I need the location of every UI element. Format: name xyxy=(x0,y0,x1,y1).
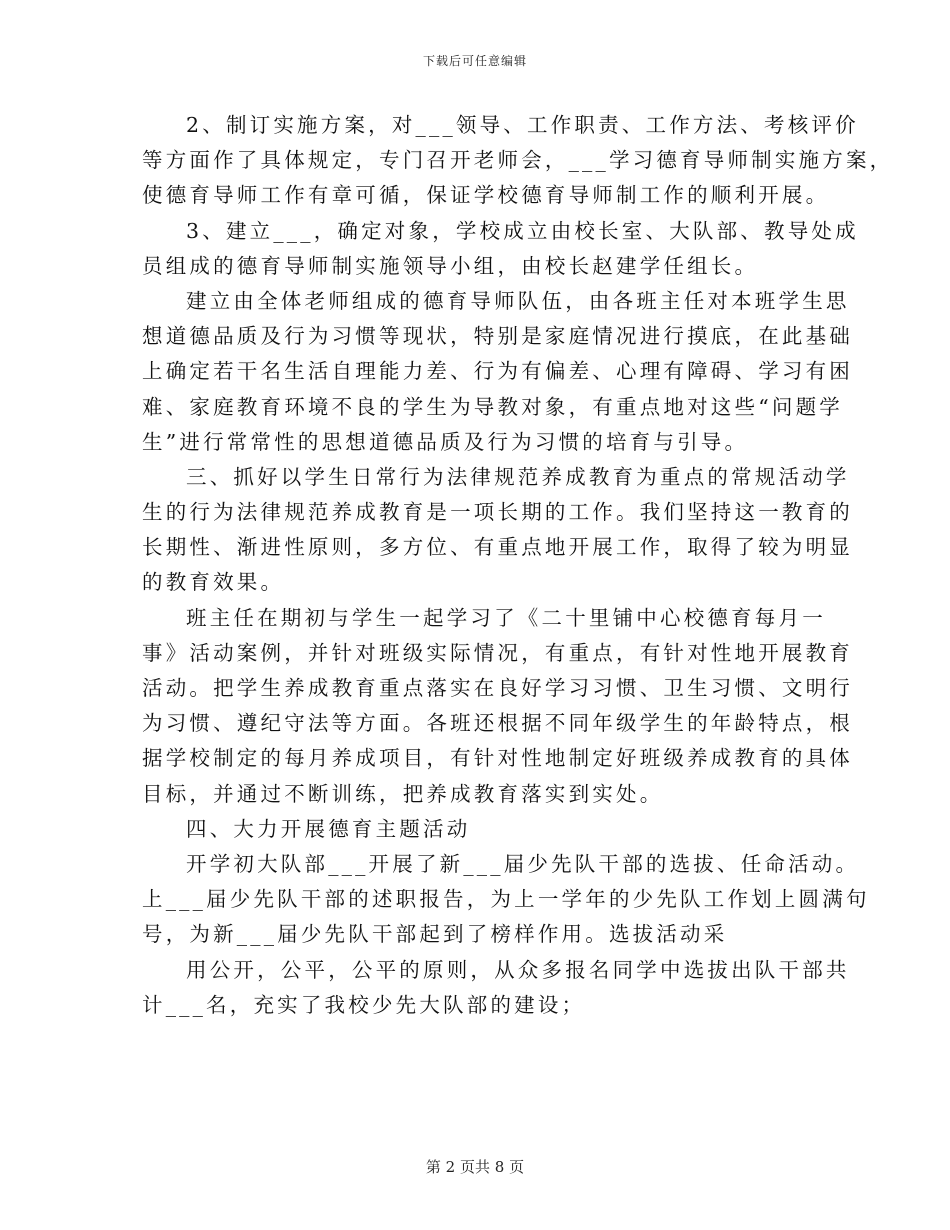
text-line: 班主任在期初与学生一起学习了《二十里铺中心校德育每月一 xyxy=(186,605,826,630)
text-line: 用公开，公平，公平的原则，从众多报名同学中选拔出队干部共 xyxy=(186,957,850,982)
text-line: 目标，并通过不断训练，把养成教育落实到实处。 xyxy=(142,781,664,806)
text-line: 2、制订实施方案，对___领导、工作职责、工作方法、考核评价 xyxy=(186,113,859,137)
text-line: 上确定若干名生活自理能力差、行为有偏差、心理有障碍、学习有困 xyxy=(142,359,853,384)
text-line: 计___名，充实了我校少先大队部的建设； xyxy=(142,992,586,1017)
text-line: 号，为新___届少先队干部起到了榜样作用。选拔活动采 xyxy=(142,922,728,947)
text-line: 据学校制定的每月养成项目，有针对性地制定好班级养成教育的具体 xyxy=(142,746,853,771)
text-line: 为习惯、遵纪守法等方面。各班还根据不同年级学生的年龄特点，根 xyxy=(142,711,853,736)
page-header: 下载后可任意编辑 xyxy=(422,54,527,68)
page-footer: 第 2 页共 8 页 xyxy=(425,1158,525,1176)
text-line: 3、建立___，确定对象，学校成立由校长室、大队部、教导处成 xyxy=(186,218,859,243)
text-line: 的教育效果。 xyxy=(142,570,285,595)
text-line: 事》活动案例，并针对班级实际情况，有重点，有针对性地开展教育 xyxy=(142,640,853,665)
text-line: 开学初大队部___开展了新___届少先队干部的选拔、任命活动。 xyxy=(186,851,860,876)
text-line: 生”进行常常性的思想道德品质及行为习惯的培育与引导。 xyxy=(142,429,749,454)
text-line: 活动。把学生养成教育重点落实在良好学习习惯、卫生习惯、文明行 xyxy=(142,676,853,700)
text-line: 上___届少先队干部的述职报告，为上一学年的少先队工作划上圆满句 xyxy=(142,887,870,912)
text-line: 员组成的德育导师制实施领导小组，由校长赵建学任组长。 xyxy=(142,253,759,278)
text-line: 长期性、渐进性原则，多方位、有重点地开展工作，取得了较为明显 xyxy=(142,535,853,560)
text-line: 使德育导师工作有章可循，保证学校德育导师制工作的顺利开展。 xyxy=(142,183,830,208)
text-line: 三、抓好以学生日常行为法律规范养成教育为重点的常规活动学 xyxy=(186,464,850,489)
document-body xyxy=(142,108,894,1023)
text-line: 想道德品质及行为习惯等现状，特别是家庭情况进行摸底，在此基础 xyxy=(142,324,853,349)
text-line: 建立由全体老师组成的德育导师队伍，由各班主任对本班学生思 xyxy=(186,288,850,313)
section-heading: 四、大力开展德育主题活动 xyxy=(186,816,471,841)
text-line: 等方面作了具体规定，专门召开老师会，___学习德育导师制实施方案， xyxy=(142,148,894,173)
text-line: 难、家庭教育环境不良的学生为导教对象，有重点地对这些“问题学 xyxy=(142,394,843,419)
text-line: 生的行为法律规范养成教育是一项长期的工作。我们坚持这一教育的 xyxy=(142,500,853,525)
